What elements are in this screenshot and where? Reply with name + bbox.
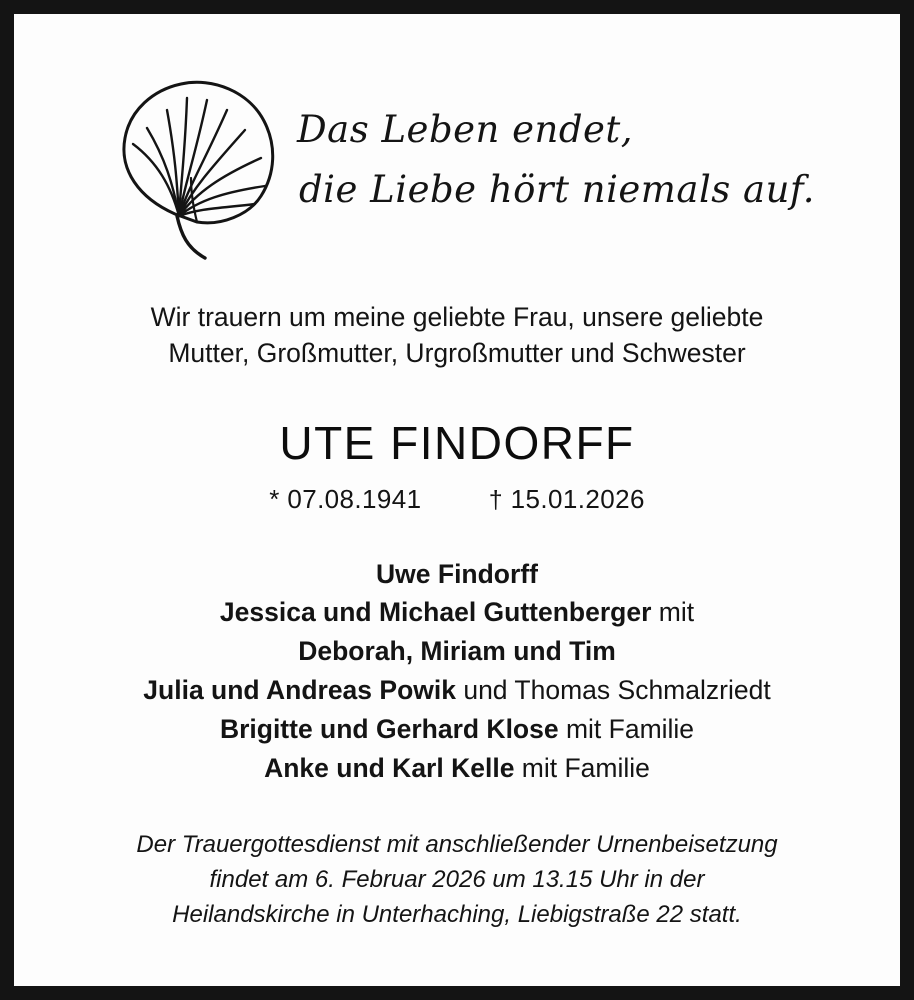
service-details xyxy=(54,828,860,932)
mourner-suffix: mit Familie xyxy=(558,714,695,745)
mourner-name: Julia und Andreas Powik xyxy=(143,675,456,706)
mourner-name: Uwe Findorff xyxy=(376,558,538,589)
motto-line-1: Das Leben endet, xyxy=(297,108,634,151)
intro-line-1: Wir trauern um meine geliebte Frau, unsere geliebte xyxy=(150,302,764,332)
death-symbol: † xyxy=(488,485,504,514)
motto-line-2: die Liebe hört niemals auf. xyxy=(299,167,816,211)
list-item xyxy=(54,710,860,749)
service-line-1: Der Trauergottesdienst mit anschließender Urnenbeisetzung xyxy=(136,831,778,859)
obituary-header xyxy=(54,44,860,266)
deceased-name: UTE FINDORFF xyxy=(279,416,635,469)
mourner-suffix: mit xyxy=(651,597,695,628)
intro-text xyxy=(54,300,860,372)
birth-date: 07.08.1941 xyxy=(287,483,422,514)
ginkgo-leaf-icon xyxy=(109,66,289,266)
motto-block xyxy=(289,62,860,220)
birth-symbol: * xyxy=(269,483,280,514)
mourners-list xyxy=(54,555,860,789)
deceased-block xyxy=(54,416,860,515)
mourner-suffix: mit Familie xyxy=(514,753,650,784)
mourner-name: Deborah, Miriam und Tim xyxy=(298,636,616,667)
list-item xyxy=(54,749,860,788)
obituary-inner xyxy=(14,14,900,986)
intro-line-2: Mutter, Großmutter, Urgroßmutter und Schwester xyxy=(168,337,746,368)
service-line-3: Heilandskirche in Unterhaching, Liebigstraße 22 statt. xyxy=(172,900,742,928)
list-item xyxy=(54,632,860,671)
list-item xyxy=(54,555,860,594)
death-date: 15.01.2026 xyxy=(510,483,645,514)
mourner-suffix: und Thomas Schmalzriedt xyxy=(455,675,771,706)
deceased-dates xyxy=(54,484,860,515)
mourner-name: Brigitte und Gerhard Klose xyxy=(219,714,559,745)
service-line-2: findet am 6. Februar 2026 um 13.15 Uhr in der xyxy=(209,866,705,894)
list-item xyxy=(54,593,860,632)
list-item xyxy=(54,671,860,710)
mourner-name: Anke und Karl Kelle xyxy=(264,753,515,784)
mourner-name: Jessica und Michael Guttenberger xyxy=(219,597,652,628)
